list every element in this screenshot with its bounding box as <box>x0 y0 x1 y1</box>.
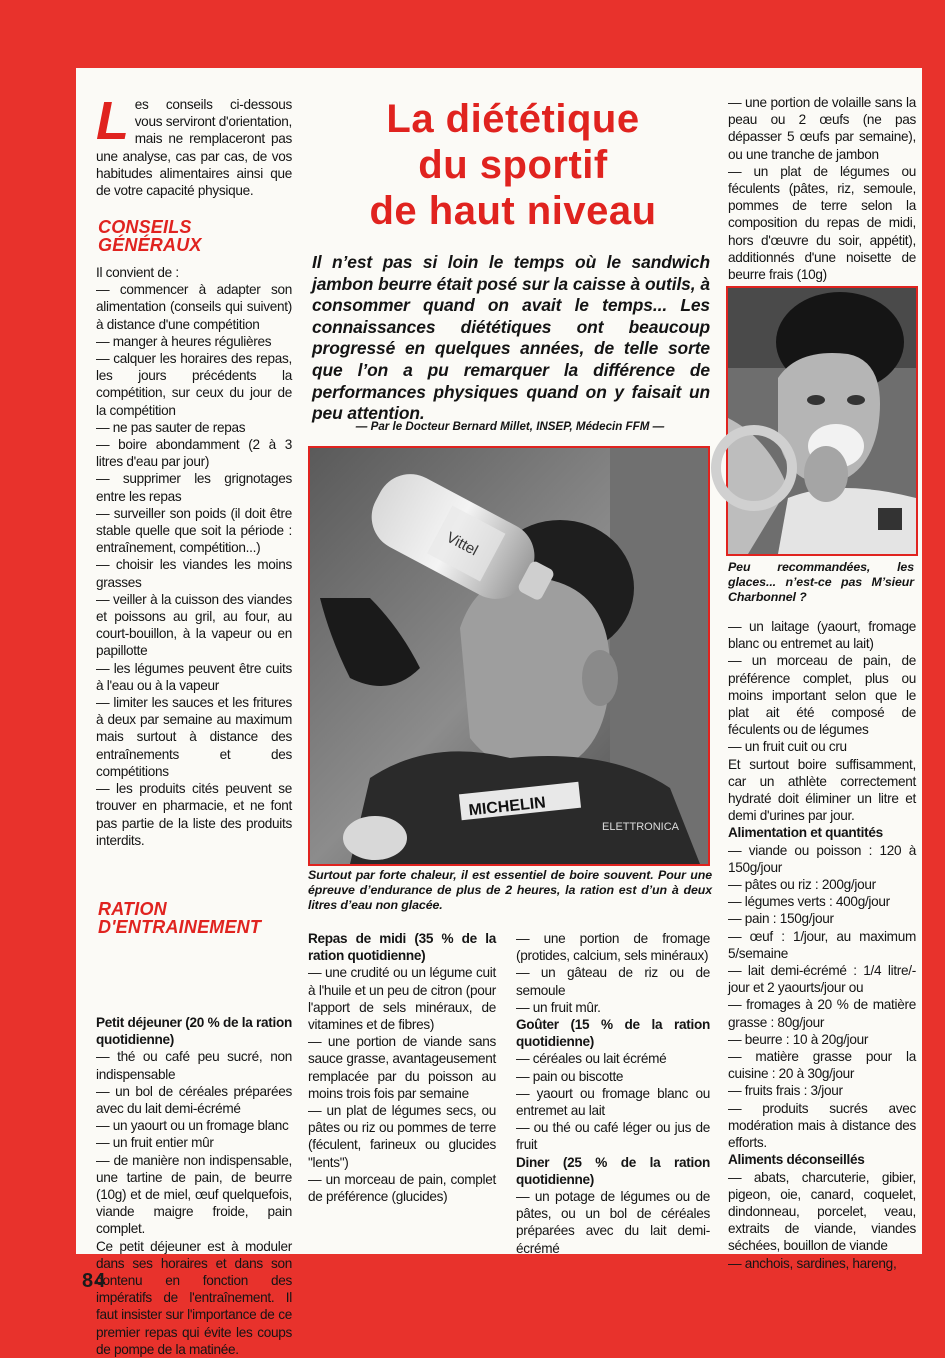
ration-item: — anchois, sardines, hareng, <box>728 1255 897 1271</box>
ration-item: — beurre : 10 à 20g/jour <box>728 1031 869 1047</box>
ration-item: — une portion de viande sans sauce grasse, avantageusement remplacée par du poisson au moins trois fois par semaine <box>308 1034 496 1101</box>
conseil-item: — veiller à la cuisson des viandes et poissons au gril, au four, au court-bouillon, à la vapeur ou en papillotte <box>96 591 292 659</box>
ration-item: — fromages à 20 % de matière grasse : 80g/jour <box>728 997 916 1030</box>
section-title-conseils: CONSEILS GÉNÉRAUX <box>98 217 202 255</box>
ration-item: — un morceau de pain, complet de préférence (glucides) <box>308 1171 496 1205</box>
ration-item: — fruits frais : 3/jour <box>728 1083 843 1099</box>
ration-item: — un bol de céréales préparées avec du lait demi-écrémé <box>96 1083 292 1117</box>
conseil-item: — manger à heures régulières <box>96 333 272 349</box>
article-headline: La diététique du sportif de haut niveau <box>369 97 657 233</box>
ration-item: — un plat de légumes ou féculents (pâtes, riz, semoule, pommes de terre selon la composition du repas de midi, hors d'œuvre du soir, appétit), additionnés d'une noisette de beurre frais (10g) <box>728 163 916 283</box>
jersey-brand-label: MICHELIN <box>467 794 547 820</box>
ration-item: — de manière non indispensable, une tartine de pain, de beurre (10g) et de miel, œuf quelquefois, viande maigre froide, pain complet. <box>96 1152 292 1237</box>
photo-caption-main: Surtout par forte chaleur, il est essentiel de boire souvent. Pour une épreuve d’endurance de plus de 2 heures, la ration est d’un à deux litres d’eau non glacée. <box>308 868 712 912</box>
ration-item: — légumes verts : 400g/jour <box>728 894 890 910</box>
ration-item: — céréales ou lait écrémé <box>516 1051 667 1067</box>
ration-item-heading: Petit déjeuner (20 % de la ration quotidienne) <box>96 1015 292 1048</box>
drop-cap: L <box>96 91 129 151</box>
conseil-item: — calquer les horaires des repas, les jours précédents la compétition, sur ceux du jour de la compétition <box>96 351 292 418</box>
conseil-item: Il convient de : <box>96 265 179 280</box>
ration-item: Et surtout boire suffisamment, car un athlète correctement hydraté doit éliminer un litre et demi d'urines par jour. <box>728 756 916 824</box>
column-repas-midi <box>308 930 496 1205</box>
photo-caption-side: Peu recommandées, les glaces... n’est-ce pas M’sieur Charbonnel ? <box>728 560 914 604</box>
section-title-ration: RATION D'ENTRAINEMENT <box>98 899 262 937</box>
column-petit-dejeuner <box>96 1014 292 1358</box>
photo-rider-drinking <box>308 446 710 866</box>
article-byline: — Par le Docteur Bernard Millet, INSEP, Médecin FFM — <box>355 420 665 433</box>
column-right-bottom <box>728 618 916 1272</box>
jersey-badge-label: ELETTRONICA <box>602 821 680 833</box>
ration-item-heading: Alimentation et quantités <box>728 825 883 841</box>
ration-item: — une portion de fromage (protides, calcium, sels minéraux) <box>516 931 710 964</box>
page-number: 84 <box>82 1270 107 1292</box>
conseil-item: — supprimer les grignotages entre les repas <box>96 471 292 504</box>
ration-item: — lait demi-écrémé : 1/4 litre/-jour et 2 yaourts/jour ou <box>728 963 916 996</box>
conseil-item: — les légumes peuvent être cuits à l'eau ou à la vapeur <box>96 660 292 693</box>
conseil-item: — limiter les sauces et les fritures à deux par semaine au maximum mais surtout à distance des entraînements et des compétitions <box>96 695 292 779</box>
column-right-top <box>728 94 916 283</box>
ration-item: — un plat de légumes secs, ou pâtes ou riz ou pommes de terre (féculent, farineux ou glucides "lents") <box>308 1103 496 1170</box>
ration-item: — un fruit entier mûr <box>96 1135 214 1151</box>
ration-item: — matière grasse pour la cuisine : 20 à 30g/jour <box>728 1049 916 1082</box>
ration-item: — une portion de volaille sans la peau ou 2 œufs (ne pas dépasser 5 œufs par semaine), ou une tranche de jambon <box>728 95 916 162</box>
conseil-item: — les produits cités peuvent se trouver en pharmacie, et ne font pas partie de la liste des produits interdits. <box>96 781 292 848</box>
ration-item-heading: Goûter (15 % de la ration quotidienne) <box>516 1017 710 1050</box>
ration-item: Ce petit déjeuner est à moduler dans ses horaires et dans son contenu en fonction des impératifs de l'entraînement. Il faut insister sur l'importance de ce premier repas qui évite les coups de pompe de la matinée. <box>96 1238 292 1357</box>
ration-item: — ou thé ou café léger ou jus de fruit <box>516 1120 710 1153</box>
ration-item: — un laitage (yaourt, fromage blanc ou entremet au lait) <box>728 619 916 652</box>
ration-item: — un morceau de pain, de préférence complet, plus ou moins important selon que le plat ait été composé de féculents ou de légumes <box>728 653 916 738</box>
ration-item-heading: Repas de midi (35 % de la ration quotidienne) <box>308 931 496 964</box>
ration-item: — produits sucrés avec modération mais à distance des efforts. <box>728 1100 916 1151</box>
ration-item: — un fruit cuit ou cru <box>728 739 847 755</box>
ration-item: — pâtes ou riz : 200g/jour <box>728 877 876 893</box>
bottle-brand-label: Vittel <box>443 528 481 560</box>
ration-item: — un potage de légumes ou de pâtes, ou un bol de céréales préparées avec du lait demi-écrémé <box>516 1189 710 1256</box>
photo-rider-ice-cream <box>726 286 918 556</box>
ration-item: — un yaourt ou un fromage blanc <box>96 1118 289 1134</box>
conseil-item: — commencer à adapter son alimentation (conseils qui suivent) à distance d'une compétition <box>96 282 292 332</box>
article-lead: Il n’est pas si loin le temps où le sandwich jambon beurre était posé sur la caisse à outils, à consommer quand on avait le temps... Les connaissances diététiques ont beaucoup progressé en quelques années, de telle sorte que l’on a pu remarquer la différence de performances physiques quand on y faisait un peu attention. <box>312 252 710 424</box>
ration-item: — œuf : 1/jour, au maximum 5/semaine <box>728 928 916 961</box>
conseil-item: — boire abondamment (2 à 3 litres d'eau par jour) <box>96 437 292 470</box>
conseil-item: — ne pas sauter de repas <box>96 419 246 435</box>
column-conseils-generaux <box>96 264 292 849</box>
column-gouter-diner <box>516 930 710 1257</box>
ration-item: — thé ou café peu sucré, non indispensable <box>96 1049 292 1082</box>
ration-item: — un fruit mûr. <box>516 999 601 1015</box>
conseil-item: — choisir les viandes les moins grasses <box>96 557 292 590</box>
intro-text: es conseils ci-dessous vous serviront d'orientation, mais ne remplaceront pas une analyse, cas par cas, de vos habitudes alimentaires ainsi que de votre capacité physique. <box>96 97 292 199</box>
ration-item: — un gâteau de riz ou de semoule <box>516 965 710 998</box>
intro-paragraph <box>96 91 292 199</box>
ration-item: — pain ou biscotte <box>516 1068 624 1084</box>
ration-item: — yaourt ou fromage blanc ou entremet au lait <box>516 1085 710 1119</box>
ration-item: — pain : 150g/jour <box>728 911 834 927</box>
ration-item: — viande ou poisson : 120 à 150g/jour <box>728 842 916 875</box>
ration-item: — abats, charcuterie, gibier, pigeon, oie, canard, coquelet, dindonneau, porcelet, veau, extraits de viande, viandes séchées, bouillon de viande <box>728 1169 916 1254</box>
ration-item-heading: Diner (25 % de la ration quotidienne) <box>516 1154 710 1187</box>
conseil-item: — surveiller son poids (il doit être stable quelle que soit la période : entraînement, compétition...) <box>96 505 292 556</box>
ration-item-heading: Aliments déconseillés <box>728 1152 865 1168</box>
ration-item: — une crudité ou un légume cuit à l'huile et un peu de citron (pour l'apport de sels minéraux, de vitamines et de fibres) <box>308 965 496 1033</box>
